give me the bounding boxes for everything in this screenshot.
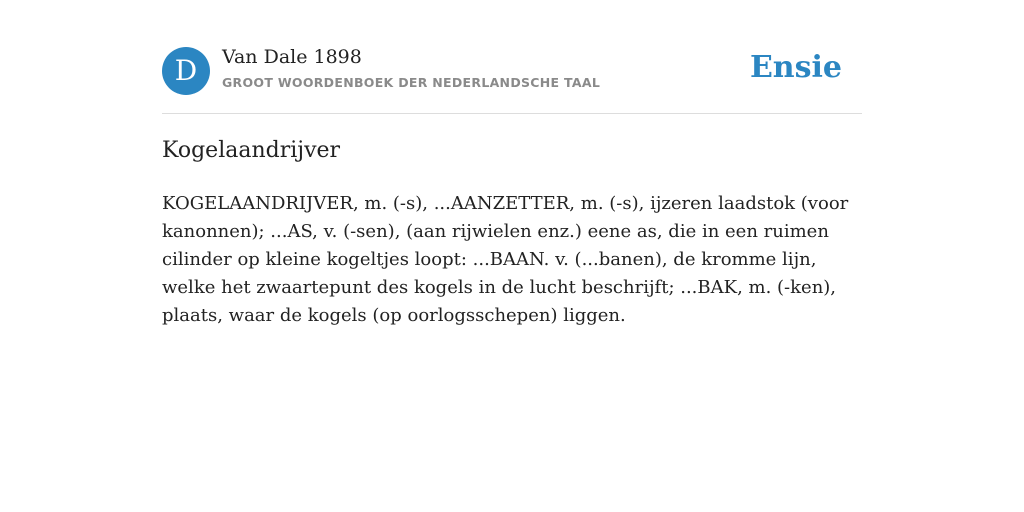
- dictionary-header: [162, 0, 862, 114]
- dictionary-subtitle: GROOT WOORDENBOEK DER NEDERLANDSCHE TAAL: [222, 75, 601, 90]
- entry-definition: KOGELAANDRIJVER, m. (-s), ...AANZETTER, m. (-s), ijzeren laadstok (voor kanonnen); ...AS, v. (-sen), (aan rijwielen enz.) eene as, die in een ruimen cilinder op kleine kogeltjes loopt: ...BAAN. v. (...banen), de kromme lijn, welke het zwaartepunt des kogels in de lucht beschrijft; ...BAK, m. (-ken), plaats, waar de kogels (op oorlogsschepen) liggen.: [162, 193, 849, 326]
- dictionary-logo[interactable]: D: [162, 47, 210, 95]
- brand-logo[interactable]: Ensie: [749, 50, 842, 85]
- entry-title: Kogelaandrijver: [162, 138, 341, 163]
- dictionary-title[interactable]: Van Dale 1898: [222, 46, 362, 68]
- page-container: [162, 0, 862, 326]
